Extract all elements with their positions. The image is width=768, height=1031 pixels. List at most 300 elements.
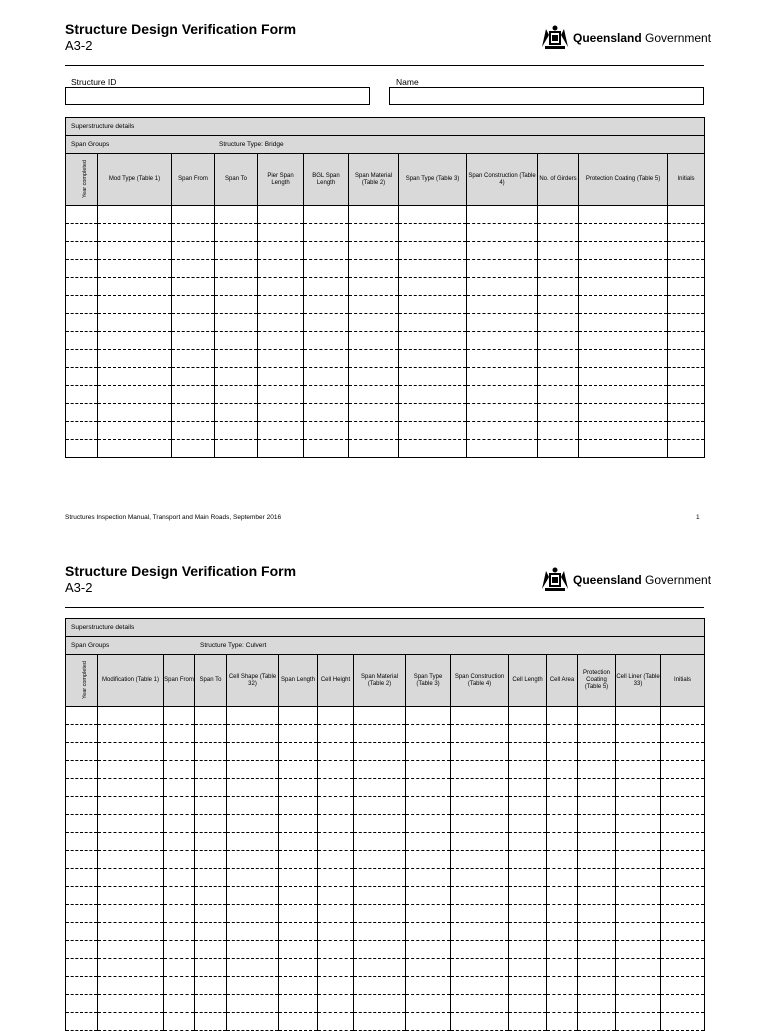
entry-cell[interactable]	[668, 422, 705, 440]
entry-cell[interactable]	[258, 350, 304, 368]
entry-cell[interactable]	[349, 278, 399, 296]
entry-cell[interactable]	[318, 797, 354, 815]
entry-cell[interactable]	[579, 386, 668, 404]
entry-cell[interactable]	[661, 761, 705, 779]
entry-cell[interactable]	[195, 833, 227, 851]
entry-cell[interactable]	[399, 440, 467, 458]
entry-cell[interactable]	[279, 707, 318, 725]
entry-cell[interactable]	[547, 977, 578, 995]
entry-cell[interactable]	[227, 779, 279, 797]
entry-cell[interactable]	[467, 386, 538, 404]
entry-cell[interactable]	[616, 761, 661, 779]
entry-cell[interactable]	[547, 905, 578, 923]
entry-cell[interactable]	[467, 296, 538, 314]
entry-cell[interactable]	[66, 869, 98, 887]
entry-cell[interactable]	[318, 995, 354, 1013]
entry-cell[interactable]	[399, 206, 467, 224]
entry-cell[interactable]	[578, 779, 616, 797]
entry-cell[interactable]	[406, 779, 451, 797]
entry-cell[interactable]	[579, 368, 668, 386]
entry-cell[interactable]	[258, 368, 304, 386]
entry-cell[interactable]	[66, 422, 98, 440]
entry-cell[interactable]	[66, 368, 98, 386]
entry-cell[interactable]	[354, 869, 406, 887]
entry-cell[interactable]	[509, 959, 547, 977]
entry-cell[interactable]	[279, 779, 318, 797]
entry-cell[interactable]	[318, 1013, 354, 1031]
entry-cell[interactable]	[227, 725, 279, 743]
entry-cell[interactable]	[406, 869, 451, 887]
entry-cell[interactable]	[399, 296, 467, 314]
entry-cell[interactable]	[227, 797, 279, 815]
entry-cell[interactable]	[579, 404, 668, 422]
entry-cell[interactable]	[406, 941, 451, 959]
entry-cell[interactable]	[451, 977, 509, 995]
entry-cell[interactable]	[547, 761, 578, 779]
entry-cell[interactable]	[616, 905, 661, 923]
entry-cell[interactable]	[304, 422, 349, 440]
entry-cell[interactable]	[579, 440, 668, 458]
entry-cell[interactable]	[172, 404, 215, 422]
entry-cell[interactable]	[66, 440, 98, 458]
entry-cell[interactable]	[66, 923, 98, 941]
entry-cell[interactable]	[579, 314, 668, 332]
entry-cell[interactable]	[661, 707, 705, 725]
entry-cell[interactable]	[467, 404, 538, 422]
entry-cell[interactable]	[509, 833, 547, 851]
entry-cell[interactable]	[304, 296, 349, 314]
entry-cell[interactable]	[661, 887, 705, 905]
entry-cell[interactable]	[406, 923, 451, 941]
entry-cell[interactable]	[318, 779, 354, 797]
entry-cell[interactable]	[98, 296, 172, 314]
entry-cell[interactable]	[279, 725, 318, 743]
entry-cell[interactable]	[98, 833, 164, 851]
entry-cell[interactable]	[98, 422, 172, 440]
entry-cell[interactable]	[318, 761, 354, 779]
entry-cell[interactable]	[258, 296, 304, 314]
entry-cell[interactable]	[538, 386, 579, 404]
entry-cell[interactable]	[258, 314, 304, 332]
entry-cell[interactable]	[98, 278, 172, 296]
entry-cell[interactable]	[668, 314, 705, 332]
entry-cell[interactable]	[661, 797, 705, 815]
entry-cell[interactable]	[98, 386, 172, 404]
entry-cell[interactable]	[66, 941, 98, 959]
entry-cell[interactable]	[547, 1013, 578, 1031]
entry-cell[interactable]	[661, 851, 705, 869]
entry-cell[interactable]	[66, 296, 98, 314]
entry-cell[interactable]	[451, 779, 509, 797]
entry-cell[interactable]	[451, 815, 509, 833]
entry-cell[interactable]	[547, 851, 578, 869]
entry-cell[interactable]	[98, 851, 164, 869]
entry-cell[interactable]	[66, 725, 98, 743]
entry-cell[interactable]	[399, 368, 467, 386]
entry-cell[interactable]	[258, 404, 304, 422]
entry-cell[interactable]	[195, 995, 227, 1013]
entry-cell[interactable]	[66, 833, 98, 851]
entry-cell[interactable]	[547, 869, 578, 887]
entry-cell[interactable]	[349, 368, 399, 386]
entry-cell[interactable]	[279, 977, 318, 995]
entry-cell[interactable]	[349, 350, 399, 368]
entry-cell[interactable]	[399, 386, 467, 404]
entry-cell[interactable]	[406, 1013, 451, 1031]
entry-cell[interactable]	[467, 332, 538, 350]
entry-cell[interactable]	[661, 743, 705, 761]
entry-cell[interactable]	[578, 995, 616, 1013]
entry-cell[interactable]	[354, 797, 406, 815]
entry-cell[interactable]	[579, 206, 668, 224]
entry-cell[interactable]	[451, 869, 509, 887]
entry-cell[interactable]	[538, 206, 579, 224]
entry-cell[interactable]	[98, 815, 164, 833]
entry-cell[interactable]	[579, 422, 668, 440]
entry-cell[interactable]	[98, 905, 164, 923]
entry-cell[interactable]	[318, 833, 354, 851]
entry-cell[interactable]	[227, 815, 279, 833]
entry-cell[interactable]	[215, 422, 258, 440]
entry-cell[interactable]	[616, 815, 661, 833]
entry-cell[interactable]	[547, 779, 578, 797]
entry-cell[interactable]	[279, 869, 318, 887]
entry-cell[interactable]	[467, 260, 538, 278]
entry-cell[interactable]	[227, 977, 279, 995]
entry-cell[interactable]	[668, 332, 705, 350]
entry-cell[interactable]	[66, 350, 98, 368]
entry-cell[interactable]	[661, 869, 705, 887]
entry-cell[interactable]	[451, 851, 509, 869]
entry-cell[interactable]	[406, 905, 451, 923]
entry-cell[interactable]	[467, 314, 538, 332]
entry-cell[interactable]	[354, 851, 406, 869]
entry-cell[interactable]	[538, 332, 579, 350]
entry-cell[interactable]	[538, 350, 579, 368]
entry-cell[interactable]	[98, 404, 172, 422]
entry-cell[interactable]	[467, 422, 538, 440]
entry-cell[interactable]	[215, 206, 258, 224]
entry-cell[interactable]	[668, 440, 705, 458]
entry-cell[interactable]	[279, 833, 318, 851]
entry-cell[interactable]	[579, 350, 668, 368]
entry-cell[interactable]	[279, 995, 318, 1013]
entry-cell[interactable]	[509, 869, 547, 887]
entry-cell[interactable]	[215, 296, 258, 314]
entry-cell[interactable]	[661, 725, 705, 743]
entry-cell[interactable]	[451, 833, 509, 851]
entry-cell[interactable]	[579, 296, 668, 314]
entry-cell[interactable]	[304, 404, 349, 422]
entry-cell[interactable]	[467, 278, 538, 296]
entry-cell[interactable]	[215, 278, 258, 296]
entry-cell[interactable]	[616, 833, 661, 851]
entry-cell[interactable]	[538, 440, 579, 458]
name-field[interactable]	[389, 87, 704, 105]
entry-cell[interactable]	[579, 278, 668, 296]
entry-cell[interactable]	[467, 224, 538, 242]
entry-cell[interactable]	[354, 725, 406, 743]
entry-cell[interactable]	[538, 314, 579, 332]
entry-cell[interactable]	[578, 815, 616, 833]
entry-cell[interactable]	[578, 923, 616, 941]
entry-cell[interactable]	[578, 959, 616, 977]
entry-cell[interactable]	[164, 977, 195, 995]
entry-cell[interactable]	[579, 224, 668, 242]
entry-cell[interactable]	[304, 368, 349, 386]
entry-cell[interactable]	[279, 959, 318, 977]
entry-cell[interactable]	[215, 368, 258, 386]
entry-cell[interactable]	[349, 332, 399, 350]
entry-cell[interactable]	[279, 797, 318, 815]
entry-cell[interactable]	[451, 725, 509, 743]
entry-cell[interactable]	[509, 815, 547, 833]
entry-cell[interactable]	[578, 797, 616, 815]
entry-cell[interactable]	[195, 797, 227, 815]
entry-cell[interactable]	[172, 224, 215, 242]
structure-id-field[interactable]	[65, 87, 370, 105]
entry-cell[interactable]	[215, 440, 258, 458]
entry-cell[interactable]	[349, 386, 399, 404]
entry-cell[interactable]	[399, 242, 467, 260]
entry-cell[interactable]	[509, 707, 547, 725]
entry-cell[interactable]	[509, 1013, 547, 1031]
entry-cell[interactable]	[349, 206, 399, 224]
entry-cell[interactable]	[538, 368, 579, 386]
entry-cell[interactable]	[406, 851, 451, 869]
entry-cell[interactable]	[578, 887, 616, 905]
entry-cell[interactable]	[258, 332, 304, 350]
entry-cell[interactable]	[547, 815, 578, 833]
entry-cell[interactable]	[661, 1013, 705, 1031]
entry-cell[interactable]	[547, 833, 578, 851]
entry-cell[interactable]	[279, 761, 318, 779]
entry-cell[interactable]	[354, 779, 406, 797]
entry-cell[interactable]	[172, 440, 215, 458]
entry-cell[interactable]	[215, 314, 258, 332]
entry-cell[interactable]	[318, 707, 354, 725]
entry-cell[interactable]	[578, 1013, 616, 1031]
entry-cell[interactable]	[164, 1013, 195, 1031]
entry-cell[interactable]	[451, 995, 509, 1013]
entry-cell[interactable]	[215, 332, 258, 350]
entry-cell[interactable]	[547, 707, 578, 725]
entry-cell[interactable]	[354, 833, 406, 851]
entry-cell[interactable]	[195, 851, 227, 869]
entry-cell[interactable]	[616, 707, 661, 725]
entry-cell[interactable]	[668, 206, 705, 224]
entry-cell[interactable]	[668, 368, 705, 386]
entry-cell[interactable]	[66, 332, 98, 350]
entry-cell[interactable]	[98, 224, 172, 242]
entry-cell[interactable]	[578, 905, 616, 923]
entry-cell[interactable]	[98, 260, 172, 278]
entry-cell[interactable]	[406, 887, 451, 905]
entry-cell[interactable]	[399, 332, 467, 350]
entry-cell[interactable]	[616, 851, 661, 869]
entry-cell[interactable]	[354, 977, 406, 995]
entry-cell[interactable]	[172, 242, 215, 260]
entry-cell[interactable]	[98, 959, 164, 977]
entry-cell[interactable]	[349, 296, 399, 314]
entry-cell[interactable]	[399, 422, 467, 440]
entry-cell[interactable]	[354, 1013, 406, 1031]
entry-cell[interactable]	[354, 743, 406, 761]
entry-cell[interactable]	[349, 314, 399, 332]
entry-cell[interactable]	[318, 851, 354, 869]
entry-cell[interactable]	[98, 206, 172, 224]
entry-cell[interactable]	[98, 332, 172, 350]
entry-cell[interactable]	[66, 851, 98, 869]
entry-cell[interactable]	[399, 224, 467, 242]
entry-cell[interactable]	[509, 743, 547, 761]
entry-cell[interactable]	[349, 422, 399, 440]
entry-cell[interactable]	[399, 278, 467, 296]
entry-cell[interactable]	[616, 779, 661, 797]
entry-cell[interactable]	[547, 725, 578, 743]
entry-cell[interactable]	[227, 905, 279, 923]
entry-cell[interactable]	[164, 725, 195, 743]
entry-cell[interactable]	[164, 905, 195, 923]
entry-cell[interactable]	[578, 833, 616, 851]
entry-cell[interactable]	[279, 923, 318, 941]
entry-cell[interactable]	[538, 224, 579, 242]
entry-cell[interactable]	[661, 977, 705, 995]
entry-cell[interactable]	[538, 404, 579, 422]
entry-cell[interactable]	[215, 260, 258, 278]
entry-cell[interactable]	[164, 851, 195, 869]
entry-cell[interactable]	[215, 242, 258, 260]
entry-cell[interactable]	[509, 995, 547, 1013]
entry-cell[interactable]	[399, 350, 467, 368]
entry-cell[interactable]	[318, 743, 354, 761]
entry-cell[interactable]	[467, 440, 538, 458]
entry-cell[interactable]	[227, 707, 279, 725]
entry-cell[interactable]	[195, 743, 227, 761]
entry-cell[interactable]	[66, 995, 98, 1013]
entry-cell[interactable]	[304, 278, 349, 296]
entry-cell[interactable]	[195, 815, 227, 833]
entry-cell[interactable]	[578, 869, 616, 887]
entry-cell[interactable]	[318, 815, 354, 833]
entry-cell[interactable]	[279, 905, 318, 923]
entry-cell[interactable]	[661, 941, 705, 959]
entry-cell[interactable]	[279, 887, 318, 905]
entry-cell[interactable]	[98, 869, 164, 887]
entry-cell[interactable]	[164, 941, 195, 959]
entry-cell[interactable]	[195, 1013, 227, 1031]
entry-cell[interactable]	[578, 761, 616, 779]
entry-cell[interactable]	[668, 386, 705, 404]
entry-cell[interactable]	[195, 905, 227, 923]
entry-cell[interactable]	[616, 995, 661, 1013]
entry-cell[interactable]	[406, 725, 451, 743]
entry-cell[interactable]	[172, 332, 215, 350]
entry-cell[interactable]	[406, 995, 451, 1013]
entry-cell[interactable]	[354, 905, 406, 923]
entry-cell[interactable]	[172, 206, 215, 224]
entry-cell[interactable]	[547, 743, 578, 761]
entry-cell[interactable]	[668, 260, 705, 278]
entry-cell[interactable]	[578, 707, 616, 725]
entry-cell[interactable]	[304, 440, 349, 458]
entry-cell[interactable]	[215, 350, 258, 368]
entry-cell[interactable]	[349, 224, 399, 242]
entry-cell[interactable]	[279, 1013, 318, 1031]
entry-cell[interactable]	[509, 779, 547, 797]
entry-cell[interactable]	[616, 941, 661, 959]
entry-cell[interactable]	[98, 923, 164, 941]
entry-cell[interactable]	[164, 761, 195, 779]
entry-cell[interactable]	[354, 923, 406, 941]
entry-cell[interactable]	[172, 368, 215, 386]
entry-cell[interactable]	[509, 761, 547, 779]
entry-cell[interactable]	[616, 725, 661, 743]
entry-cell[interactable]	[318, 869, 354, 887]
entry-cell[interactable]	[164, 815, 195, 833]
entry-cell[interactable]	[406, 959, 451, 977]
entry-cell[interactable]	[406, 815, 451, 833]
entry-cell[interactable]	[66, 887, 98, 905]
entry-cell[interactable]	[98, 977, 164, 995]
entry-cell[interactable]	[304, 224, 349, 242]
entry-cell[interactable]	[172, 260, 215, 278]
entry-cell[interactable]	[509, 797, 547, 815]
entry-cell[interactable]	[547, 923, 578, 941]
entry-cell[interactable]	[195, 707, 227, 725]
entry-cell[interactable]	[668, 296, 705, 314]
entry-cell[interactable]	[354, 707, 406, 725]
entry-cell[interactable]	[98, 941, 164, 959]
entry-cell[interactable]	[318, 959, 354, 977]
entry-cell[interactable]	[164, 923, 195, 941]
entry-cell[interactable]	[467, 242, 538, 260]
entry-cell[interactable]	[66, 278, 98, 296]
entry-cell[interactable]	[509, 725, 547, 743]
entry-cell[interactable]	[509, 923, 547, 941]
entry-cell[interactable]	[579, 242, 668, 260]
entry-cell[interactable]	[98, 725, 164, 743]
entry-cell[interactable]	[538, 278, 579, 296]
entry-cell[interactable]	[304, 260, 349, 278]
entry-cell[interactable]	[258, 422, 304, 440]
entry-cell[interactable]	[547, 941, 578, 959]
entry-cell[interactable]	[98, 314, 172, 332]
entry-cell[interactable]	[451, 707, 509, 725]
entry-cell[interactable]	[509, 851, 547, 869]
entry-cell[interactable]	[668, 278, 705, 296]
entry-cell[interactable]	[547, 797, 578, 815]
entry-cell[interactable]	[451, 887, 509, 905]
entry-cell[interactable]	[349, 260, 399, 278]
entry-cell[interactable]	[215, 224, 258, 242]
entry-cell[interactable]	[258, 206, 304, 224]
entry-cell[interactable]	[164, 743, 195, 761]
entry-cell[interactable]	[538, 422, 579, 440]
entry-cell[interactable]	[195, 941, 227, 959]
entry-cell[interactable]	[354, 941, 406, 959]
entry-cell[interactable]	[66, 815, 98, 833]
entry-cell[interactable]	[172, 422, 215, 440]
entry-cell[interactable]	[467, 206, 538, 224]
entry-cell[interactable]	[98, 887, 164, 905]
entry-cell[interactable]	[227, 851, 279, 869]
entry-cell[interactable]	[318, 923, 354, 941]
entry-cell[interactable]	[164, 869, 195, 887]
entry-cell[interactable]	[227, 941, 279, 959]
entry-cell[interactable]	[354, 887, 406, 905]
entry-cell[interactable]	[406, 707, 451, 725]
